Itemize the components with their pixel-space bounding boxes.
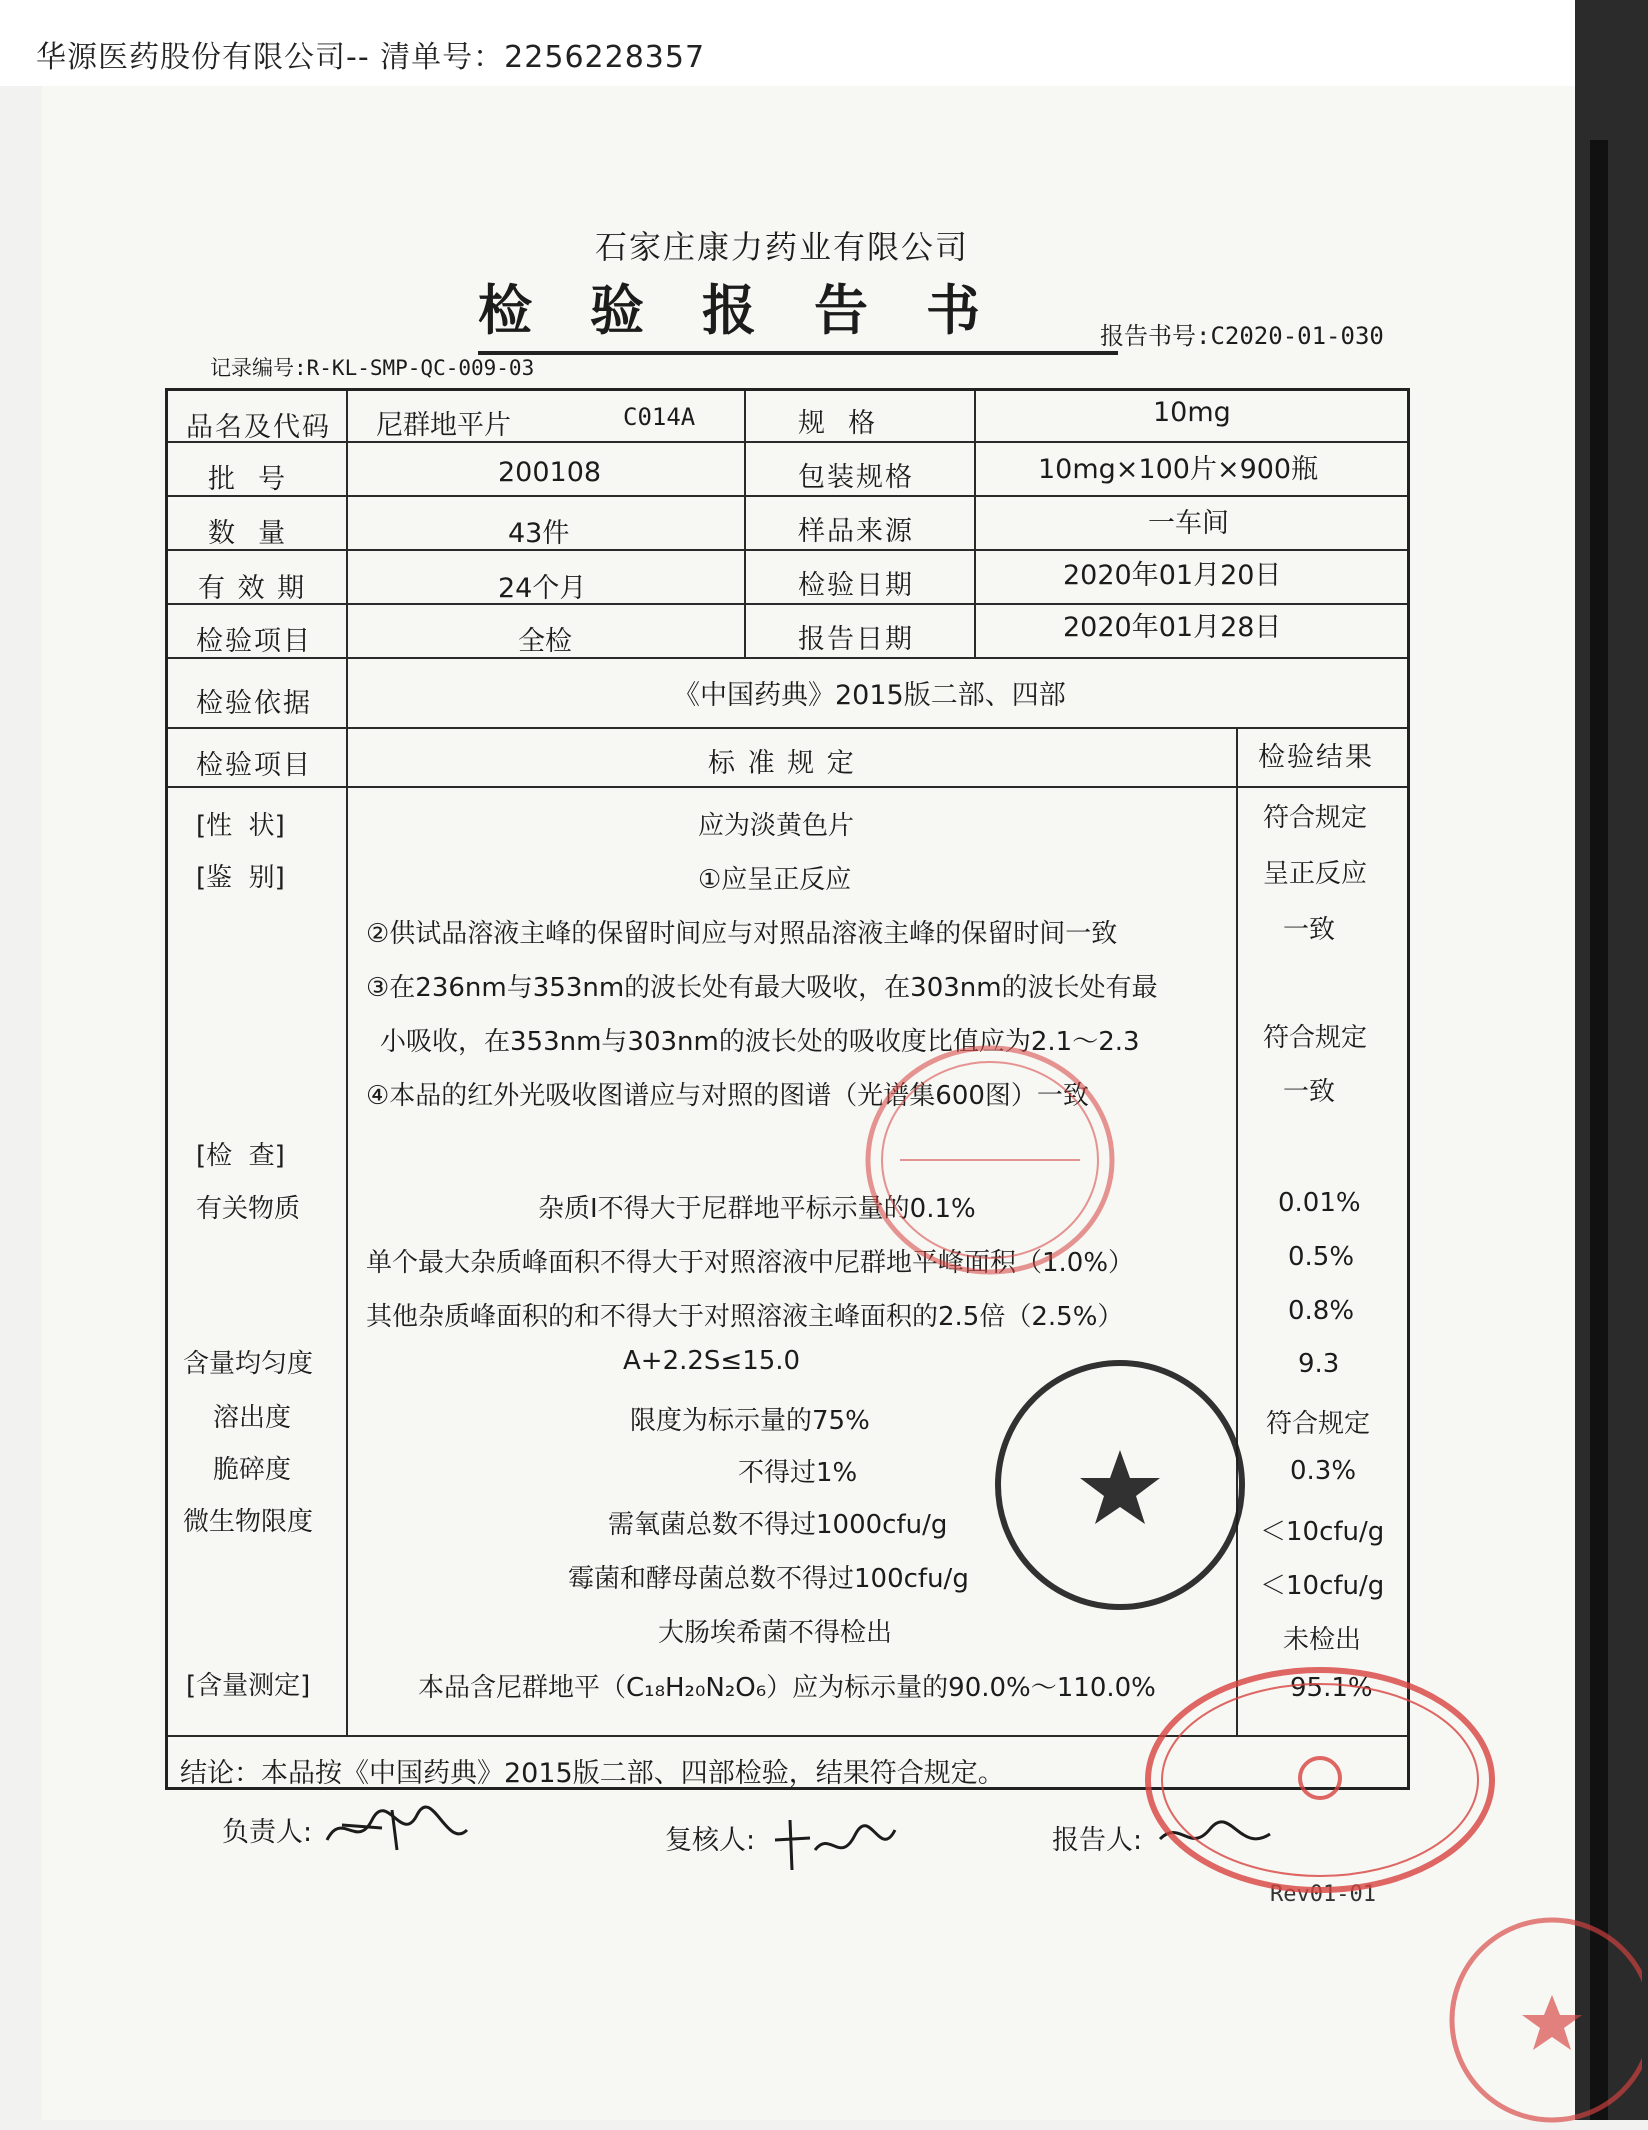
test-date-value: 2020年01月20日	[1063, 560, 1282, 591]
report-date-value: 2020年01月28日	[1063, 612, 1282, 643]
code-value: C014A	[623, 403, 696, 431]
spec-label: 规 格	[798, 408, 878, 439]
scanner-edge-inner	[1590, 140, 1608, 2120]
reviewer-signature	[770, 1810, 900, 1880]
conclusion: 结论：本品按《中国药典》2015版二部、四部检验，结果符合规定。	[180, 1758, 1005, 1789]
category-inspection: [检 查]	[196, 1141, 285, 1171]
reviewer-label: 复核人:	[665, 1825, 756, 1856]
column-divider	[1236, 727, 1238, 1735]
column-divider	[974, 391, 976, 657]
result-value: ＜10cfu/g	[1260, 1517, 1385, 1547]
result-value: 符合规定	[1263, 803, 1368, 833]
batch-label: 批 号	[208, 464, 288, 495]
test-date-label: 检验日期	[798, 570, 914, 601]
standard-line: 本品含尼群地平（C₁₈H₂₀N₂O₆）应为标示量的90.0%～110.0%	[418, 1673, 1156, 1703]
result-value: 呈正反应	[1263, 859, 1368, 889]
record-number: 记录编号:R-KL-SMP-QC-009-03	[210, 356, 535, 380]
result-value: ＜10cfu/g	[1260, 1571, 1385, 1601]
report-date-label: 报告日期	[798, 624, 914, 655]
expiry-value: 24个月	[498, 573, 587, 604]
row-divider	[168, 727, 1407, 729]
basis-label: 检验依据	[196, 688, 312, 719]
row-divider	[168, 549, 1407, 551]
revision-number: Rev01-01	[1270, 1882, 1376, 1907]
header-bar	[0, 0, 1575, 86]
result-value: 符合规定	[1266, 1409, 1371, 1439]
result-value: 0.01%	[1278, 1188, 1361, 1218]
row-divider	[168, 495, 1407, 497]
reporter-label: 报告人:	[1052, 1825, 1143, 1856]
source-value: 一车间	[1148, 508, 1229, 539]
category-uniformity: 含量均匀度	[183, 1349, 314, 1379]
standard-line: 杂质I不得大于尼群地平标示量的0.1%	[538, 1194, 976, 1224]
standard-line: 其他杂质峰面积的和不得大于对照溶液主峰面积的2.5倍（2.5%）	[366, 1302, 1124, 1332]
standard-line: 限度为标示量的75%	[630, 1406, 870, 1436]
report-title: 检验报告书	[478, 268, 1118, 355]
result-value: 未检出	[1283, 1625, 1362, 1655]
name-label: 品名及代码	[186, 412, 331, 443]
standard-line: ①应呈正反应	[698, 865, 852, 895]
standard-line: 单个最大杂质峰面积不得大于对照溶液中尼群地平峰面积（1.0%）	[366, 1248, 1135, 1278]
pack-label: 包装规格	[798, 462, 914, 493]
responsible-signature	[322, 1800, 472, 1860]
standard-line: 不得过1%	[738, 1458, 858, 1488]
item-label: 检验项目	[196, 626, 312, 657]
name-value: 尼群地平片	[376, 410, 511, 441]
category-assay: [含量测定]	[186, 1671, 311, 1701]
result-value: 0.5%	[1288, 1242, 1355, 1272]
result-value: 一致	[1283, 1077, 1336, 1107]
standard-line: 小吸收，在353nm与303nm的波长处的吸收度比值应为2.1～2.3	[380, 1027, 1140, 1057]
reporter-signature	[1155, 1814, 1275, 1864]
standard-line: ④本品的红外光吸收图谱应与对照的图谱（光谱集600图）一致	[366, 1081, 1089, 1111]
result-value: 一致	[1283, 915, 1336, 945]
result-value: 0.3%	[1290, 1456, 1357, 1486]
column-divider	[346, 391, 348, 1735]
responsible-label: 负责人:	[222, 1817, 313, 1848]
expiry-label: 有 效 期	[198, 573, 307, 604]
standard-line: ③在236nm与353nm的波长处有最大吸收，在303nm的波长处有最	[366, 973, 1158, 1003]
row-divider	[168, 1735, 1407, 1737]
basis-value: 《中国药典》2015版二部、四部	[673, 680, 1066, 711]
report-table	[165, 388, 1410, 1790]
standard-line: ②供试品溶液主峰的保留时间应与对照品溶液主峰的保留时间一致	[366, 919, 1118, 949]
result-value: 95.1%	[1290, 1673, 1373, 1703]
batch-value: 200108	[498, 457, 602, 488]
standard-line: 应为淡黄色片	[698, 811, 855, 841]
category-related: 有关物质	[196, 1194, 301, 1224]
standard-line: 需氧菌总数不得过1000cfu/g	[608, 1510, 948, 1540]
qty-value: 43件	[508, 518, 570, 549]
row-divider	[168, 441, 1407, 443]
report-number: 报告书号:C2020-01-030	[1100, 322, 1384, 350]
standard-line: 大肠埃希菌不得检出	[658, 1618, 893, 1648]
standard-line: A+2.2S≤15.0	[623, 1346, 801, 1376]
result-value: 9.3	[1298, 1349, 1340, 1379]
standard-line: 霉菌和酵母菌总数不得过100cfu/g	[568, 1564, 969, 1594]
result-value: 符合规定	[1263, 1023, 1368, 1053]
spec-value: 10mg	[1153, 397, 1231, 428]
header-bar-text: 华源医药股份有限公司-- 清单号：2256228357	[36, 40, 706, 75]
qty-label: 数 量	[208, 518, 288, 549]
category-identification: [鉴 别]	[196, 863, 285, 893]
category-dissolution: 溶出度	[213, 1403, 292, 1433]
pack-value: 10mg×100片×900瓶	[1038, 454, 1319, 485]
row-divider	[168, 657, 1407, 659]
item-value: 全检	[518, 626, 572, 657]
results-header-result: 检验结果	[1258, 742, 1374, 773]
scanner-edge	[1575, 0, 1648, 2120]
results-header-item: 检验项目	[196, 750, 312, 781]
category-friability: 脆碎度	[213, 1455, 292, 1485]
row-divider	[168, 786, 1407, 788]
company-name: 石家庄康力药业有限公司	[595, 228, 970, 266]
source-label: 样品来源	[798, 516, 914, 547]
results-header-standard: 标 准 规 定	[708, 748, 856, 779]
category-microbial: 微生物限度	[183, 1507, 314, 1537]
result-value: 0.8%	[1288, 1296, 1355, 1326]
category-appearance: [性 状]	[196, 811, 285, 841]
column-divider	[744, 391, 746, 657]
